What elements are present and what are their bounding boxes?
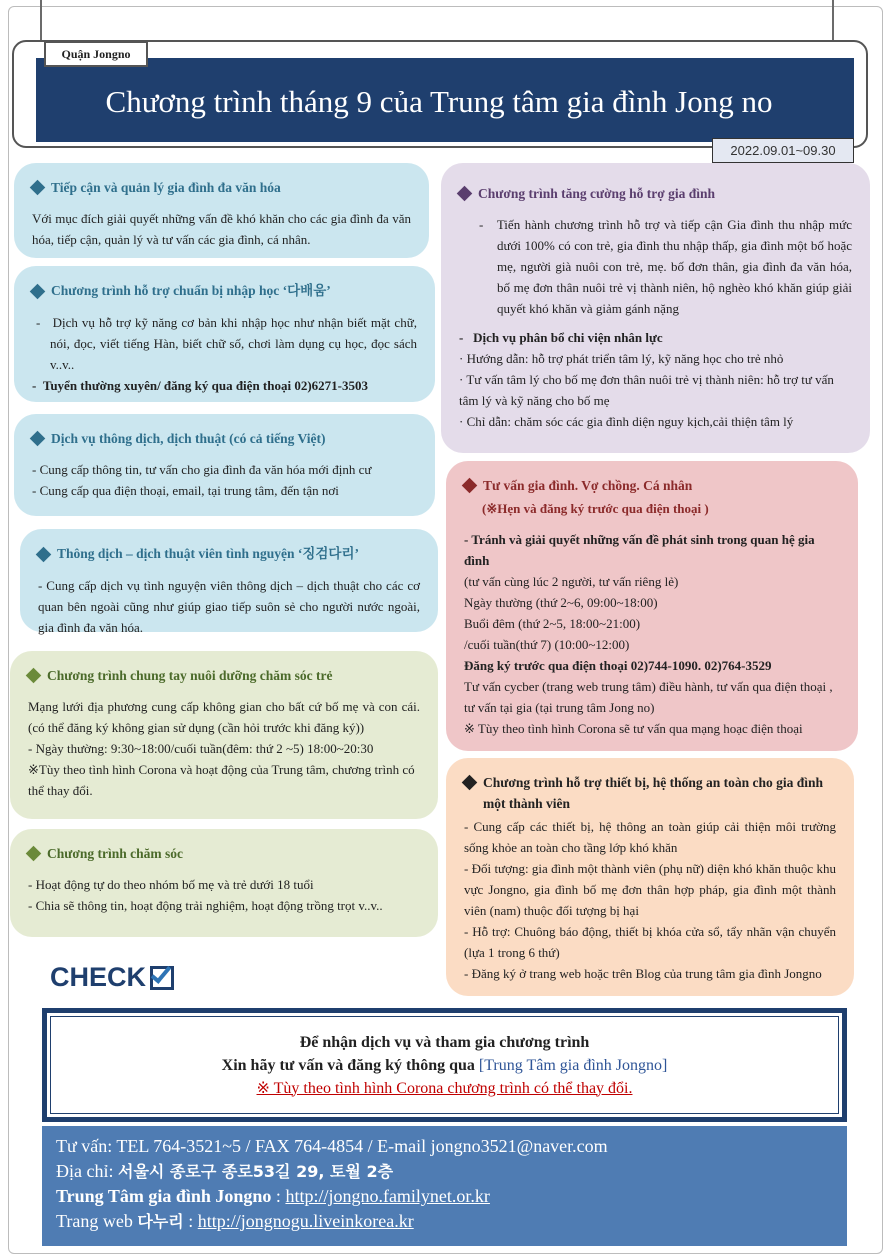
- date-range-badge: 2022.09.01~09.30: [712, 138, 854, 163]
- notice-line-2: [222, 1054, 668, 1077]
- web-line: [56, 1209, 833, 1234]
- card-title: [32, 177, 411, 198]
- web-label: Trang web: [56, 1211, 138, 1231]
- card-line: /cuối tuần(thứ 7) (10:00~12:00): [464, 637, 630, 652]
- diamond-icon: [457, 186, 473, 202]
- card-item-text: Dịch vụ phân bổ chi viện nhân lực: [473, 330, 663, 345]
- address-text: 서울시 종로구 종로53길 29, 토월 2층: [117, 1162, 394, 1181]
- check-label: CHECK: [50, 962, 147, 992]
- card-title-end: ’: [326, 283, 331, 298]
- card-title-text: Chương trình tăng cường hỗ trợ gia đình: [478, 186, 716, 201]
- card-school-prep: [14, 266, 435, 402]
- frame-line-left: [40, 0, 42, 40]
- contact-panel: [42, 1126, 847, 1246]
- card-title-text: Chương trình chăm sóc: [47, 846, 183, 861]
- center-sep: :: [271, 1186, 286, 1206]
- card-line: - Cung cấp thông tin, tư vấn cho gia đình đa văn hóa mới định cư: [32, 462, 372, 477]
- card-title: [32, 428, 417, 449]
- card-title-text: Tiếp cận và quản lý gia đình đa văn hóa: [51, 180, 281, 195]
- card-item-text: Dịch vụ hỗ trợ kỹ năng cơ bản khi nhập học như nhận biết mặt chữ, nói, đọc, viết tiếng Hàn, biết chữ số, chơi làm dụng cụ học, đọc sách v..v..: [50, 315, 417, 372]
- card-title-text: Chương trình hỗ trợ chuẩn bị nhập học ‘: [51, 283, 288, 298]
- card-item-bold: - Dịch vụ phân bổ chi viện nhân lực: [459, 330, 663, 345]
- center-website-link[interactable]: http://jongno.familynet.or.kr: [285, 1186, 490, 1206]
- card-item: - Tiến hành chương trình hỗ trợ và tiếp cận Gia đình thu nhập mức dưới 100% có con trẻ, gia đình thu nhập thấp, gia đình một bố hoặc mẹ, người già nuôi con trẻ, mẹ. bố đơn thân, gia đình đa văn hóa, bố mẹ đơn thân nuôi trẻ vị thành niên, hộ nghèo khó khăn giúp giải quyết khó khăn và giảm gánh nặng: [479, 217, 852, 316]
- card-line: ※ Tùy theo tình hình Corona sẽ tư vấn qua mạng hoạc điện thoại: [464, 721, 803, 736]
- card-title-text: Dịch vụ thông dịch, dịch thuật (có cả tiếng Việt): [51, 431, 326, 446]
- card-care: [10, 829, 438, 937]
- card-interpretation: [14, 414, 435, 516]
- district-tab: Quận Jongno: [44, 41, 148, 67]
- address-line: [56, 1159, 833, 1184]
- notice-line-2-text: Xin hãy tư vấn và đăng ký thông qua: [221, 1056, 479, 1074]
- center-line: [56, 1184, 833, 1209]
- notice-line-1: Để nhận dịch vụ và tham gia chương trình: [299, 1033, 590, 1051]
- web-sep: :: [183, 1211, 198, 1231]
- card-line-bold: Đăng ký trước qua điện thoại 02)744-1090. 02)764-3529: [464, 658, 772, 673]
- card-line: · Hướng dẫn: hỗ trợ phát triển tâm lý, kỹ năng học cho trẻ nhỏ: [459, 351, 784, 366]
- card-multicultural: [14, 163, 429, 258]
- card-line-bold: - Tránh và giải quyết những vấn đề phát sinh trong quan hệ gia đình: [464, 532, 815, 568]
- page-title: Chương trình tháng 9 của Trung tâm gia đình Jong no: [105, 84, 773, 119]
- center-label: Trung Tâm gia đình Jongno: [56, 1186, 272, 1206]
- diamond-icon: [30, 180, 46, 196]
- card-title: [38, 543, 420, 565]
- diamond-icon: [30, 283, 46, 299]
- diamond-icon: [30, 431, 46, 447]
- card-line: Buổi đêm (thứ 2~5, 18:00~21:00): [464, 616, 641, 631]
- card-volunteer-interpreter: [20, 529, 438, 635]
- diamond-icon: [26, 668, 42, 684]
- card-line: Ngày thường (thứ 2~6, 09:00~18:00): [464, 595, 658, 610]
- card-title-text: Chương trình hỗ trợ thiết bị, hệ thống an toàn cho gia đình một thành viên: [483, 775, 823, 811]
- card-item-bold: - Tuyển thường xuyên/ đăng ký qua điện thoại 02)6271-3503: [32, 378, 369, 393]
- web-label-korean: 다누리: [137, 1212, 184, 1231]
- card-subtitle: (※Hẹn và đăng ký trước qua điện thoại ): [482, 501, 709, 516]
- card-item-text: Tiến hành chương trình hỗ trợ và tiếp cận Gia đình thu nhập mức dưới 100% có con trẻ, gia đình thu nhập thấp, gia đình một bố hoặc mẹ, người già nuôi con trẻ, mẹ. bố đơn thân, gia đình đa văn hóa, bố mẹ đơn thân nuôi trẻ vị thành niên, hộ nghèo khó khăn giúp giải quyết khó khăn và giảm gánh nặng: [496, 217, 852, 316]
- diamond-icon: [36, 546, 52, 562]
- card-line: - Cung cấp các thiết bị, hệ thông an toàn giúp cải thiện môi trường sống khỏe an toàn cho tầng lớp khó khăn: [464, 819, 836, 855]
- card-title-text: Thông dịch – dịch thuật viên tình nguyện ‘: [57, 546, 303, 561]
- card-item: - Dịch vụ hỗ trợ kỹ năng cơ bản khi nhập học như nhận biết mặt chữ, nói, đọc, viết tiếng Hàn, biết chữ số, chơi làm dụng cụ học, đọc sách v..v..: [36, 315, 417, 372]
- card-line: · Tư vấn tâm lý cho bố mẹ đơn thân nuôi trẻ vị thành niên: hỗ trợ tư vấn tâm lý và kỹ năng cho bố mẹ: [459, 372, 834, 408]
- card-title: [28, 843, 420, 864]
- diamond-icon: [462, 478, 478, 494]
- card-title-korean: 다배움: [287, 283, 327, 299]
- notice-highlight: [Trung Tâm gia đình Jongno]: [478, 1056, 668, 1074]
- card-title: [32, 280, 417, 302]
- card-line: · Chỉ dẫn: chăm sóc các gia đình diện nguy kịch,cải thiện tâm lý: [459, 414, 794, 429]
- card-line: Tư vấn cycber (trang web trung tâm) điều hành, tư vấn qua điện thoại , tư vấn tại gia (tại trung tâm Jong no): [464, 679, 833, 715]
- card-line: - Cung cấp qua điện thoại, email, tại trung tâm, đến tận nơi: [32, 483, 339, 498]
- card-safety-support: [446, 758, 854, 996]
- card-body: Mạng lưới địa phương cung cấp không gian cho bất cứ bố mẹ và con cái. (có thể đăng ký không gian sử dụng (cần hỏi trước khi đăng ký)): [28, 699, 420, 735]
- diamond-icon: [26, 846, 42, 862]
- card-childcare: [10, 651, 438, 819]
- address-label: Địa chỉ:: [56, 1161, 118, 1181]
- card-line: - Đối tượng: gia đình một thành viên (phụ nữ) diện khó khăn thuộc khu vực Jongno, gia đình bố mẹ đơn thân hợp pháp, gia đình một thành viên (nam) thuộc đối tượng bị hại: [464, 861, 836, 918]
- card-title-text: Tư vấn gia đình. Vợ chồng. Cá nhân: [483, 478, 693, 493]
- card-title-text: Chương trình chung tay nuôi dưỡng chăm sóc trẻ: [47, 668, 333, 683]
- card-title: [464, 772, 836, 814]
- notice-line-3: ※ Tùy theo tình hình Corona chương trình có thể thay đổi.: [256, 1079, 633, 1097]
- card-line: - Hoạt động tự do theo nhóm bố mẹ và trẻ dưới 18 tuổi: [28, 877, 314, 892]
- card-line: ※Tùy theo tình hình Corona và hoạt động của Trung tâm, chương trình có thể thay đổi.: [28, 762, 415, 798]
- check-heading: [50, 962, 174, 993]
- card-line: - Ngày thường: 9:30~18:00/cuối tuần(đêm: thứ 2 ~5) 18:00~20:30: [28, 741, 374, 756]
- card-title-end: ’: [354, 546, 359, 561]
- card-counseling: [446, 461, 858, 751]
- card-family-support: [441, 163, 870, 453]
- checkbox-icon: [150, 966, 174, 990]
- card-item-text: Tuyển thường xuyên/ đăng ký qua điện thoại 02)6271-3503: [42, 378, 369, 393]
- card-line: - Chia sẽ thông tin, hoạt động trải nghiệm, hoạt động trồng trọt v..v..: [28, 898, 383, 913]
- card-line: - Đăng ký ở trang web hoặc trên Blog của trung tâm gia đình Jongno: [464, 966, 822, 981]
- diamond-icon: [462, 775, 478, 791]
- card-title: [464, 475, 840, 496]
- notice-box: [42, 1008, 847, 1122]
- danuri-website-link[interactable]: http://jongnogu.liveinkorea.kr: [197, 1211, 414, 1231]
- notice-inner: [50, 1016, 839, 1114]
- card-title: [28, 665, 420, 686]
- card-body: - Cung cấp dịch vụ tình nguyện viên thông dịch – dịch thuật cho các cơ quan bên ngoài cũng như giúp giao tiếp suôn sẻ cho người nước ngoài, gia đình đa văn hóa.: [38, 578, 420, 635]
- frame-line-right: [832, 0, 834, 40]
- contact-line: Tư vấn: TEL 764-3521~5 / FAX 764-4854 / E-mail jongno3521@naver.com: [56, 1136, 608, 1156]
- card-body: Với mục đích giải quyết những vấn đề khó khăn cho các gia đình đa văn hóa, tiếp cận, quản lý và tư vấn các gia đình, cá nhân.: [32, 211, 411, 247]
- card-title: [459, 183, 852, 204]
- card-line: - Hỗ trợ: Chuông báo động, thiết bị khóa cửa sổ, tẩy nhãn vận chuyển (lựa 1 trong 6 thứ): [464, 924, 836, 960]
- card-line: (tư vấn cùng lúc 2 người, tư vấn riêng lẻ): [464, 574, 679, 589]
- card-title-korean: 징검다리: [302, 546, 355, 562]
